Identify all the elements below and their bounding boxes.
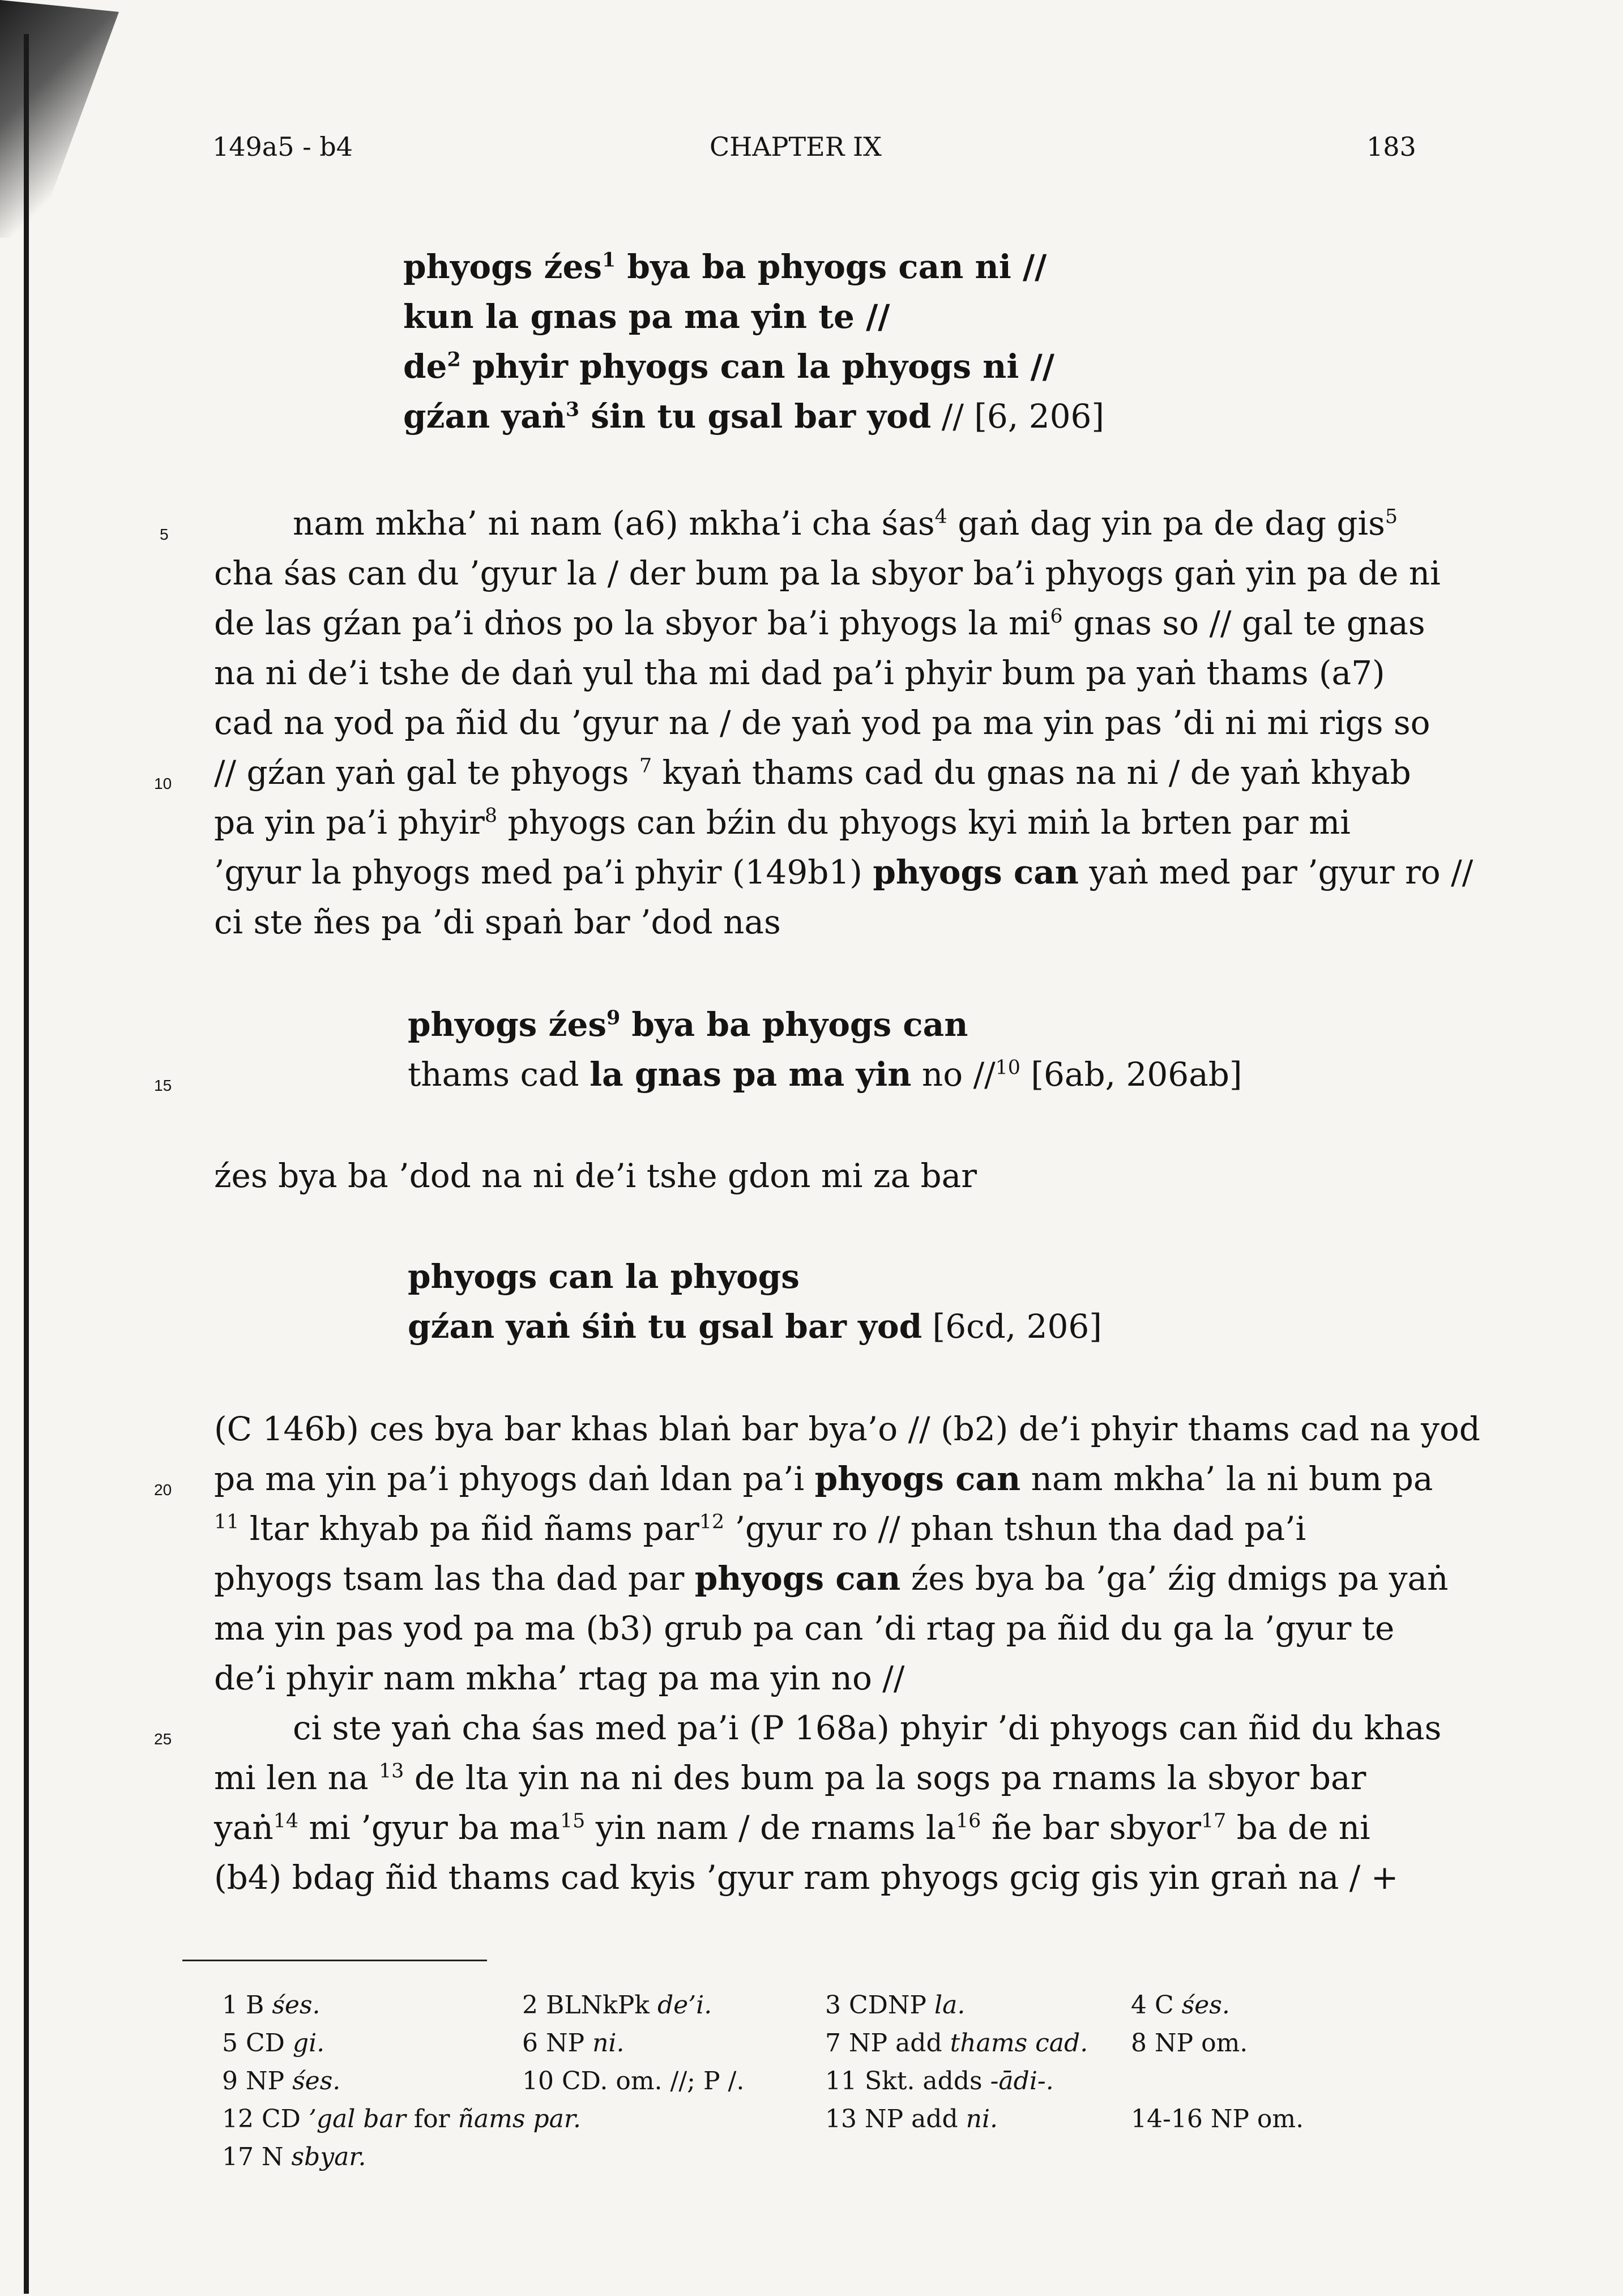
text-line: $^{11}$ ltar khyab pa ñid ñams par$^{12}$ ’gyur ro // phan tshun tha dad pa’i [214, 1509, 1306, 1548]
footnote: 14-16 NP om. [1131, 2105, 1304, 2133]
line-number: 10 [154, 775, 172, 792]
text-line: źes bya ba ’dod na ni de’i tshe gdon mi za bar [214, 1156, 977, 1195]
text-line: ci ste yaṅ cha śas med pa’i (P 168a) phyir ’di phyogs can ñid du khas [293, 1709, 1442, 1747]
footnote: 11 Skt. adds -ādi-. [825, 2067, 1054, 2096]
footnote: 13 NP add ni. [825, 2105, 998, 2133]
footnote: 12 CD ’gal bar for ñams par. [222, 2105, 582, 2133]
text-line: (b4) bdag ñid thams cad kyis ’gyur ram phyogs gcig gis yin graṅ na / + [214, 1858, 1399, 1897]
binding-shadow [0, 0, 119, 238]
text-line: ’gyur la phyogs med pa’i phyir (149b1) phyogs can yaṅ med par ’gyur ro // [214, 853, 1473, 891]
verse3-line2: gźan yaṅ śiṅ tu gsal bar yod [6cd, 206] [408, 1307, 1102, 1346]
text-line: ci ste ñes pa ’di spaṅ bar ’dod nas [214, 903, 781, 941]
footnote: 17 N sbyar. [222, 2143, 366, 2171]
footnote: 6 NP ni. [522, 2029, 625, 2058]
binding-edge [24, 34, 29, 2294]
line-number: 15 [154, 1077, 172, 1094]
footnote: 10 CD. om. //; P /. [522, 2067, 745, 2096]
verse2-line2: thams cad la gnas pa ma yin no //$^{10}$ [6ab, 206ab] [408, 1055, 1242, 1094]
verse1-line4: gźan yaṅ$^3$ śin tu gsal bar yod // [6, 206] [403, 397, 1105, 436]
line-number: 25 [154, 1730, 172, 1748]
text-line: // gźan yaṅ gal te phyogs $^7$ kyaṅ thams cad du gnas na ni / de yaṅ khyab [214, 753, 1411, 792]
running-header-left: 149a5 - b4 [212, 131, 353, 162]
verse1-line3: $de^2$ phyir phyogs can la phyogs ni // [403, 347, 1054, 386]
footnote-rule [182, 1960, 487, 1961]
text-line: phyogs tsam las tha dad par phyogs can źes bya ba ’ga’ źig dmigs pa yaṅ [214, 1559, 1449, 1598]
text-line: cad na yod pa ñid du ’gyur na / de yaṅ yod pa ma yin pas ’di ni mi rigs so [214, 703, 1430, 742]
text-line: pa yin pa’i phyir$^8$ phyogs can bźin du phyogs kyi miṅ la brten par mi [214, 803, 1351, 842]
footnote: 7 NP add thams cad. [825, 2029, 1088, 2058]
text-line: (C 146b) ces bya bar khas blaṅ bar bya’o // (b2) de’i phyir thams cad na yod [214, 1410, 1480, 1448]
text-line: de’i phyir nam mkha’ rtag pa ma yin no // [214, 1659, 905, 1697]
verse1-line2: kun la gnas pa ma yin te // [403, 297, 890, 336]
text-line: pa ma yin pa’i phyogs daṅ ldan pa’i phyogs can nam mkha’ la ni bum pa [214, 1459, 1433, 1498]
verse1-line1: phyogs źes$^1$ bya ba phyogs can ni // [403, 247, 1047, 286]
text-line: ma yin pas yod pa ma (b3) grub pa can ’di rtag pa ñid du ga la ’gyur te [214, 1609, 1395, 1648]
footnote: 5 CD gi. [222, 2029, 325, 2058]
line-number: 20 [154, 1481, 172, 1499]
line-number: 5 [160, 526, 169, 543]
text-line: mi len na $^{13}$ de lta yin na ni des bum pa la sogs pa rnams la sbyor bar [214, 1759, 1366, 1797]
page-number: 183 [1366, 131, 1416, 162]
verse3-line1: phyogs can la phyogs [408, 1257, 800, 1296]
verse2-line1: phyogs źes$^9$ bya ba phyogs can [408, 1005, 968, 1044]
footnote: 4 C śes. [1131, 1991, 1230, 2020]
text-line: na ni de’i tshe de daṅ yul tha mi dad pa’i phyir bum pa yaṅ thams (a7) [214, 654, 1385, 692]
text-line: nam mkha’ ni nam (a6) mkha’i cha śas$^4$ gaṅ dag yin pa de dag gis$^5$ [293, 504, 1398, 543]
chapter-title: CHAPTER IX [710, 131, 882, 162]
footnote: 3 CDNP la. [825, 1991, 966, 2020]
text-line: cha śas can du ’gyur la / der bum pa la sbyor ba’i phyogs gaṅ yin pa de ni [214, 554, 1441, 592]
footnote: 1 B śes. [222, 1991, 321, 2020]
footnote: 8 NP om. [1131, 2029, 1248, 2058]
footnote: 2 BLNkPk de’i. [522, 1991, 712, 2020]
text-line: de las gźan pa’i dṅos po la sbyor ba’i phyogs la $mi^6$ gnas so // gal te gnas [214, 604, 1425, 642]
text-line: yaṅ$^{14}$ mi ’gyur ba $ma^{15}$ yin nam / de rnams $la^{16}$ ñe bar sbyor$^{17}$ ba de ni [214, 1808, 1370, 1847]
footnote: 9 NP śes. [222, 2067, 341, 2096]
